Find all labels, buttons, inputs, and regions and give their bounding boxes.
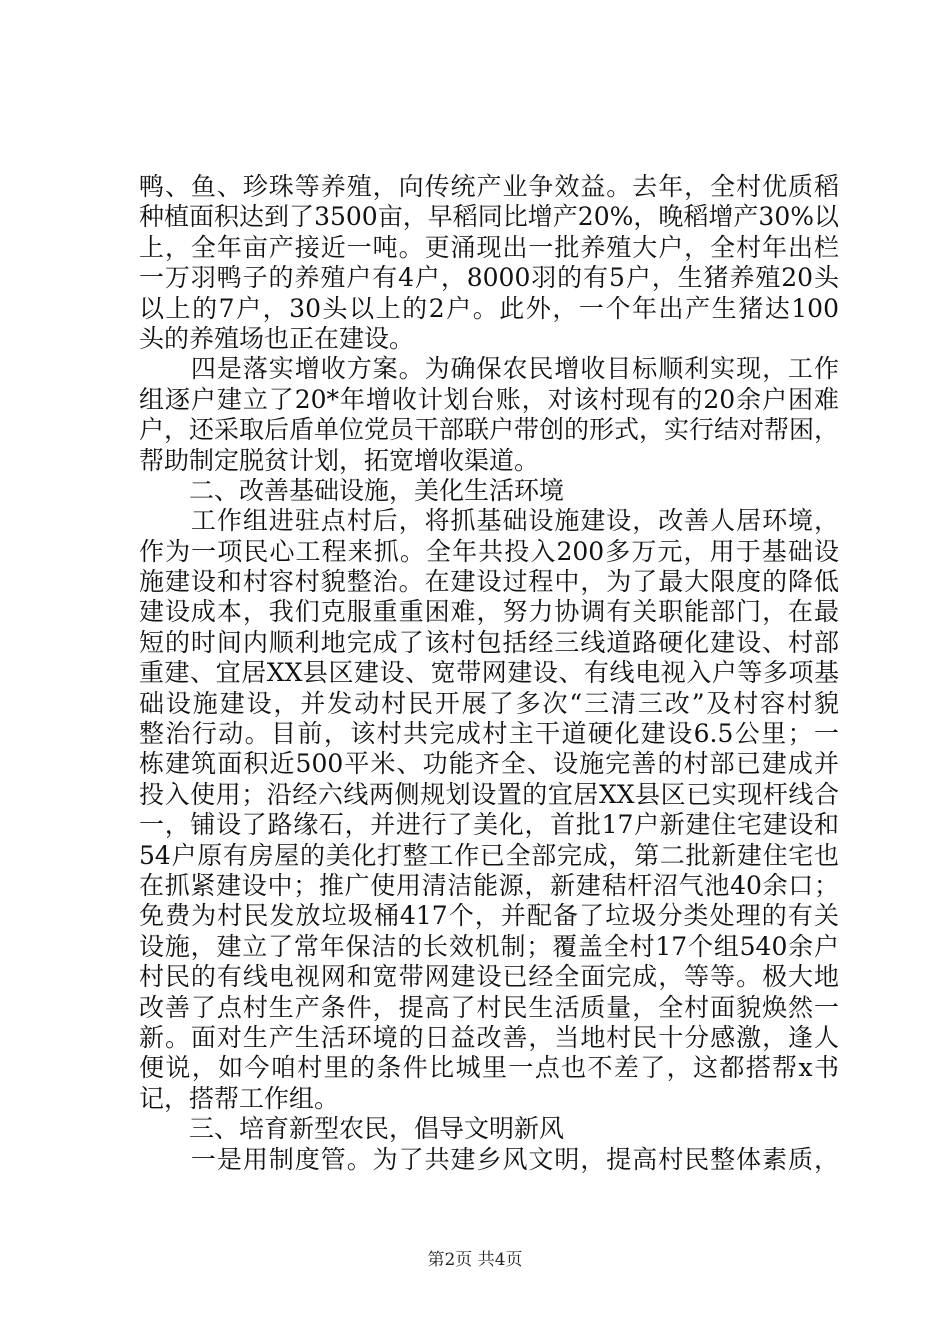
text-line: 建设成本，我们克服重重困难，努力协调有关职能部门，在最 <box>139 597 839 627</box>
text-line: 投入使用；沿经六线两侧规划设置的宜居XX县区已实现杆线合 <box>139 779 839 809</box>
text-line: 新。面对生产生活环境的日益改善，当地村民十分感激，逢人 <box>139 1022 839 1052</box>
text-line: 帮助制定脱贫计划，拓宽增收渠道。 <box>139 445 540 475</box>
text-line: 便说，如今咱村里的条件比城里一点也不差了，这都搭帮x书 <box>139 1053 839 1083</box>
section-heading: 三、培育新型农民，倡导文明新风 <box>139 1114 565 1144</box>
body-text <box>139 172 839 1175</box>
text-line: 栋建筑面积近500平米、功能齐全、设施完善的村部已建成并 <box>139 749 839 779</box>
text-line: 作为一项民心工程来抓。全年共投入200多万元，用于基础设 <box>139 536 839 566</box>
text-line: 头的养殖场也正在建设。 <box>139 323 415 353</box>
section-heading: 二、改善基础设施，美化生活环境 <box>139 475 565 505</box>
text-line: 一，铺设了路缘石，并进行了美化，首批17户新建住宅建设和 <box>139 810 839 840</box>
text-line: 在抓紧建设中；推广使用清洁能源，新建秸杆沼气池40余口； <box>139 870 839 900</box>
text-line: 一是用制度管。为了共建乡风文明，提高村民整体素质， <box>139 1144 839 1174</box>
text-line: 一万羽鸭子的养殖户有4户，8000羽的有5户，生猪养殖20头 <box>139 263 839 293</box>
text-line: 村民的有线电视网和宽带网建设已经全面完成，等等。极大地 <box>139 962 839 992</box>
text-line: 短的时间内顺利地完成了该村包括经三线道路硬化建设、村部 <box>139 627 839 657</box>
text-line: 鸭、鱼、珍珠等养殖，向传统产业争效益。去年，全村优质稻 <box>139 172 839 201</box>
text-line: 户，还采取后盾单位党员干部联户带创的形式，实行结对帮困， <box>139 415 840 445</box>
text-line: 整治行动。目前，该村共完成村主干道硬化建设6.5公里；一 <box>139 719 839 749</box>
text-line: 种植面积达到了3500亩，早稻同比增产20%，晚稻增产30%以 <box>139 202 839 232</box>
text-line: 工作组进驻点村后，将抓基础设施建设，改善人居环境， <box>139 506 839 536</box>
text-line: 础设施建设，并发动村民开展了多次“三清三改”及村容村貌 <box>139 688 839 718</box>
text-line: 改善了点村生产条件，提高了村民生活质量，全村面貌焕然一 <box>139 992 839 1022</box>
text-line: 免费为村民发放垃圾桶417个，并配备了垃圾分类处理的有关 <box>139 901 839 931</box>
text-line: 施建设和村容村貌整治。在建设过程中，为了最大限度的降低 <box>139 567 839 597</box>
text-line: 54户原有房屋的美化打整工作已全部完成，第二批新建住宅也 <box>139 840 839 870</box>
text-line: 以上的7户，30头以上的2户。此外，一个年出产生猪达100 <box>139 293 839 323</box>
text-line: 上，全年亩产接近一吨。更涌现出一批养殖大户，全村年出栏 <box>139 232 839 262</box>
text-line: 记，搭帮工作组。 <box>139 1083 340 1113</box>
text-line: 四是落实增收方案。为确保农民增收目标顺利实现，工作 <box>139 354 839 384</box>
text-line: 重建、宜居XX县区建设、宽带网建设、有线电视入户等多项基 <box>139 658 839 688</box>
text-line: 设施，建立了常年保洁的长效机制；覆盖全村17个组540余户 <box>139 931 839 961</box>
text-line: 组逐户建立了20*年增收计划台账，对该村现有的20余户困难 <box>139 384 839 414</box>
page-number-footer: 第2页 共4页 <box>427 1250 523 1270</box>
